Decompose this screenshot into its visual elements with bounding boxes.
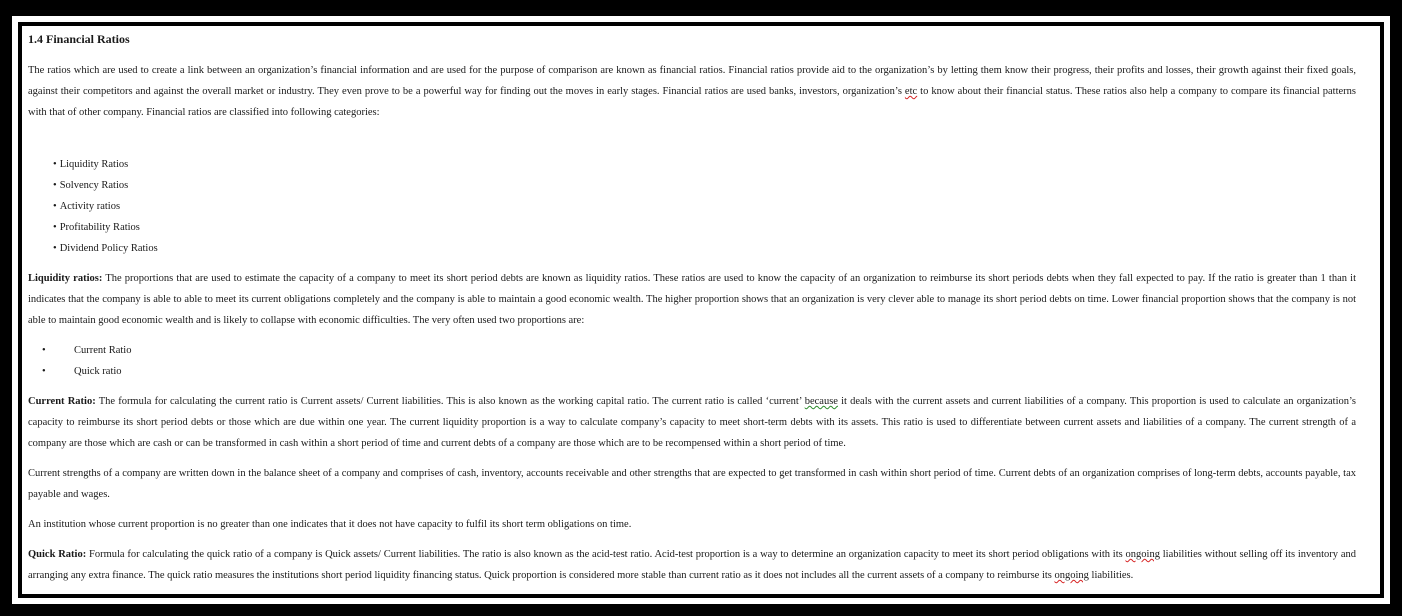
- list-item: • Activity ratios: [53, 196, 1356, 217]
- current-strengths-paragraph: Current strengths of a company are written down in the balance sheet of a company and comprises of cash, inventory, accounts receivable and other strengths that are expected to get transformed in cash within short period of time. Current debts of an organization comprises of long-term debts, accounts payable, tax payable and wages.: [28, 468, 1356, 500]
- list-item: • Quick ratio: [42, 361, 1356, 382]
- institution-paragraph: An institution whose current proportion is no greater than one indicates that it does not have capacity to fulfil its short term obligations on time.: [28, 519, 632, 530]
- intro-paragraph: [28, 60, 1356, 123]
- current-ratio-text-2: it deals with the current assets and current liabilities of a company. This proportion is used to calculate an organization’s capacity to reimburse its short period debts or those which are due within one year. The current liquidity proportion is a way to calculate company’s capacity to meet short-term debts with its assets. This ratio is used to differentiate between current assets and liabilities of a company. The current strength of a company are those which are cash or can be transformed in cash within a short period of time and current debts of a company are those which are to be recompensed within a short period of time.: [28, 396, 1357, 449]
- categories-list: [28, 154, 1356, 259]
- list-item: • Dividend Policy Ratios: [53, 238, 1356, 259]
- blank-line: [28, 132, 1356, 154]
- intro-text-1: The ratios which are used to create a link between an organization’s financial information and are used for the purpose of comparison are known as financial ratios. Financial ratios provide aid to the organization’s by letting them know their progress, their profits and losses, their growth against their fixed goals, against their competitors and against the overall market or industry. They even prove to be a powerful way for finding out the moves in early stages. Financial ratios are used banks, investors, organization’s: [28, 65, 1356, 97]
- flagged-word-because[interactable]: because: [804, 396, 838, 407]
- flagged-word-ongoing[interactable]: ongoing: [1125, 549, 1160, 560]
- document-page: [22, 26, 1380, 594]
- quick-ratio-text-3: liabilities.: [1088, 570, 1134, 581]
- liquidity-lead: Liquidity ratios:: [28, 273, 103, 284]
- liquidity-text: The proportions that are used to estimate the capacity of a company to meet its short period debts are known as liquidity ratios. These ratios are used to know the capacity of an organization to reimburse its short periods debts when they fall expected to pay. If the ratio is greater than 1 than it indicates that the company is able to able to meet its current obligations completely and the company is able to maintain a good economic wealth. The higher proportion shows that an organization is very clever able to manage its short period debts on time. Lower financial proportion shows that the company is not able to maintain good economic wealth and is likely to collapse with economic difficulties. The very often used two proportions are:: [28, 273, 1356, 326]
- quick-ratio-lead: Quick Ratio:: [28, 549, 87, 560]
- proportions-list: [28, 340, 1356, 382]
- current-ratio-text-1: The formula for calculating the current ratio is Current assets/ Current liabilities. This is also known as the working capital ratio. The current ratio is called ‘current’: [95, 396, 805, 407]
- section-heading: 1.4 Financial Ratios: [28, 32, 130, 46]
- liquidity-paragraph: [28, 268, 1356, 331]
- list-item: • Solvency Ratios: [53, 175, 1356, 196]
- document-content: [28, 29, 1356, 594]
- quick-ratio-text-2: liabilities without selling off its inventory and arranging any extra finance. The quick ratio measures the institutions short period liquidity financing status. Quick proportion is considered more stable than current ratio as it does not includes all the current assets of a company to reimburse its: [28, 549, 1357, 581]
- current-ratio-lead: Current Ratio:: [28, 396, 96, 407]
- quick-ratio-paragraph: [28, 544, 1356, 586]
- flagged-word-etc[interactable]: etc: [904, 86, 918, 97]
- list-item: • Liquidity Ratios: [53, 154, 1356, 175]
- current-ratio-paragraph: [28, 391, 1356, 454]
- list-item: • Profitability Ratios: [53, 217, 1356, 238]
- document-frame-outer: [12, 16, 1390, 604]
- flagged-word-ongoing[interactable]: ongoing: [1054, 570, 1089, 581]
- document-frame-inner: [18, 22, 1384, 598]
- list-item: • Current Ratio: [42, 340, 1356, 361]
- intro-text-2: to know about their financial status. These ratios also help a company to compare its financial patterns with that of other company. Financial ratios are classified into following categories:: [28, 86, 1357, 118]
- quick-ratio-text-1: Formula for calculating the quick ratio of a company is Quick assets/ Current liabilities. The ratio is also known as the acid-test ratio. Acid-test proportion is a way to determine an organization capacity to meet its short period obligations with its: [86, 549, 1126, 560]
